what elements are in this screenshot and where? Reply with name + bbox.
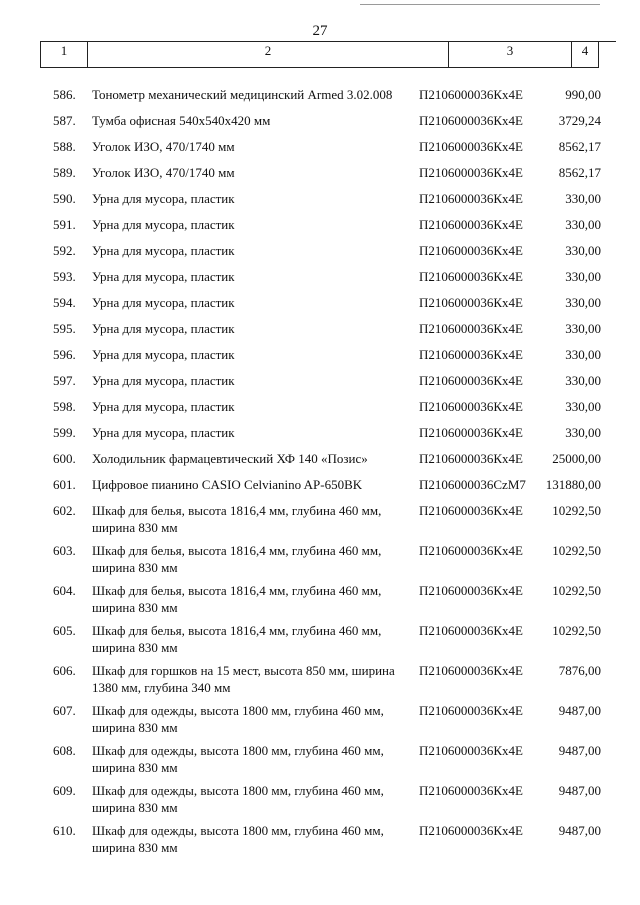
stray-rule xyxy=(580,41,616,42)
row-number: 607. xyxy=(53,703,76,718)
inventory-code: П2106000036Кх4Е xyxy=(419,139,523,154)
row-number: 599. xyxy=(53,425,76,440)
inventory-code: П2106000036Кх4Е xyxy=(419,399,523,414)
row-number: 608. xyxy=(53,743,76,758)
inventory-code: П2106000036Кх4Е xyxy=(419,113,523,128)
inventory-code: П2106000036Кх4Е xyxy=(419,373,523,388)
item-price: 8562,17 xyxy=(558,139,601,154)
header-col-2: 2 xyxy=(88,42,449,67)
item-price: 9487,00 xyxy=(558,823,601,838)
row-number: 587. xyxy=(53,113,76,128)
item-price: 330,00 xyxy=(565,295,601,310)
row-number: 596. xyxy=(53,347,76,362)
item-price: 990,00 xyxy=(565,87,601,102)
item-price: 25000,00 xyxy=(552,451,601,466)
item-price: 330,00 xyxy=(565,373,601,388)
row-number: 603. xyxy=(53,543,76,558)
item-name: Урна для мусора, пластик xyxy=(92,295,235,310)
item-price: 10292,50 xyxy=(552,623,601,638)
item-price: 10292,50 xyxy=(552,503,601,518)
item-name: Урна для мусора, пластик xyxy=(92,243,235,258)
row-number: 591. xyxy=(53,217,76,232)
inventory-code: П2106000036СzМ7 xyxy=(419,477,526,492)
header-col-4: 4 xyxy=(581,43,589,58)
inventory-code: П2106000036Кх4Е xyxy=(419,623,523,638)
item-name: Шкаф для одежды, высота 1800 мм, глубина 460 мм, ширина 830 мм xyxy=(92,823,384,855)
item-price: 330,00 xyxy=(565,425,601,440)
item-name: Урна для мусора, пластик xyxy=(92,373,235,388)
inventory-code: П2106000036Кх4Е xyxy=(419,543,523,558)
row-number: 589. xyxy=(53,165,76,180)
row-number: 609. xyxy=(53,783,76,798)
item-name: Урна для мусора, пластик xyxy=(92,399,235,414)
item-name: Урна для мусора, пластик xyxy=(92,191,235,206)
item-name: Шкаф для белья, высота 1816,4 мм, глубина 460 мм, ширина 830 мм xyxy=(92,503,382,535)
item-price: 9487,00 xyxy=(558,703,601,718)
inventory-code: П2106000036Кх4Е xyxy=(419,243,523,258)
row-number: 610. xyxy=(53,823,76,838)
item-price: 8562,17 xyxy=(558,165,601,180)
item-price: 131880,00 xyxy=(545,477,601,492)
item-name: Уголок ИЗО, 470/1740 мм xyxy=(92,165,235,180)
item-name: Шкаф для белья, высота 1816,4 мм, глубина 460 мм, ширина 830 мм xyxy=(92,623,382,655)
inventory-code: П2106000036Кх4Е xyxy=(419,191,523,206)
item-price: 330,00 xyxy=(565,321,601,336)
inventory-code: П2106000036Кх4Е xyxy=(419,823,523,838)
item-name: Урна для мусора, пластик xyxy=(92,269,235,284)
item-price: 330,00 xyxy=(565,243,601,258)
item-price: 10292,50 xyxy=(552,583,601,598)
inventory-code: П2106000036Кх4Е xyxy=(419,451,523,466)
item-name: Урна для мусора, пластик xyxy=(92,347,235,362)
item-name: Тумба офисная 540х540х420 мм xyxy=(92,113,271,128)
header-col-1: 1 xyxy=(41,42,88,67)
item-name: Шкаф для одежды, высота 1800 мм, глубина 460 мм, ширина 830 мм xyxy=(92,783,384,815)
item-price: 330,00 xyxy=(565,399,601,414)
inventory-code: П2106000036Кх4Е xyxy=(419,269,523,284)
item-price: 330,00 xyxy=(565,269,601,284)
row-number: 602. xyxy=(53,503,76,518)
item-price: 10292,50 xyxy=(552,543,601,558)
inventory-code: П2106000036Кх4Е xyxy=(419,663,523,678)
item-name: Шкаф для белья, высота 1816,4 мм, глубина 460 мм, ширина 830 мм xyxy=(92,543,382,575)
row-number: 601. xyxy=(53,477,76,492)
inventory-code: П2106000036Кх4Е xyxy=(419,503,523,518)
item-name: Урна для мусора, пластик xyxy=(92,217,235,232)
item-price: 330,00 xyxy=(565,347,601,362)
inventory-code: П2106000036Кх4Е xyxy=(419,425,523,440)
inventory-code: П2106000036Кх4Е xyxy=(419,87,523,102)
inventory-code: П2106000036Кх4Е xyxy=(419,165,523,180)
item-price: 7876,00 xyxy=(558,663,601,678)
row-number: 590. xyxy=(53,191,76,206)
inventory-code: П2106000036Кх4Е xyxy=(419,583,523,598)
item-price: 330,00 xyxy=(565,217,601,232)
row-number: 594. xyxy=(53,295,76,310)
row-number: 604. xyxy=(53,583,76,598)
top-rule xyxy=(360,4,600,5)
inventory-code: П2106000036Кх4Е xyxy=(419,703,523,718)
item-name: Уголок ИЗО, 470/1740 мм xyxy=(92,139,235,154)
item-name: Урна для мусора, пластик xyxy=(92,425,235,440)
row-number: 600. xyxy=(53,451,76,466)
inventory-code: П2106000036Кх4Е xyxy=(419,217,523,232)
row-number: 592. xyxy=(53,243,76,258)
row-number: 588. xyxy=(53,139,76,154)
row-number: 598. xyxy=(53,399,76,414)
item-name: Шкаф для одежды, высота 1800 мм, глубина 460 мм, ширина 830 мм xyxy=(92,743,384,775)
inventory-code: П2106000036Кх4Е xyxy=(419,783,523,798)
row-number: 586. xyxy=(53,87,76,102)
item-price: 330,00 xyxy=(565,191,601,206)
item-name: Шкаф для белья, высота 1816,4 мм, глубина 460 мм, ширина 830 мм xyxy=(92,583,382,615)
row-number: 605. xyxy=(53,623,76,638)
item-name: Холодильник фармацевтический ХФ 140 «Позис» xyxy=(92,451,368,466)
row-number: 595. xyxy=(53,321,76,336)
inventory-code: П2106000036Кх4Е xyxy=(419,295,523,310)
item-price: 3729,24 xyxy=(558,113,601,128)
item-name: Урна для мусора, пластик xyxy=(92,321,235,336)
item-price: 9487,00 xyxy=(558,783,601,798)
inventory-code: П2106000036Кх4Е xyxy=(419,321,523,336)
item-name: Шкаф для горшков на 15 мест, высота 850 мм, ширина 1380 мм, глубина 340 мм xyxy=(92,663,395,695)
inventory-code: П2106000036Кх4Е xyxy=(419,347,523,362)
item-name: Тонометр механический медицинский Armed 3.02.008 xyxy=(92,87,393,102)
inventory-code: П2106000036Кх4Е xyxy=(419,743,523,758)
page-number: 27 xyxy=(312,23,328,39)
row-number: 606. xyxy=(53,663,76,678)
header-col-3: 3 xyxy=(449,42,572,67)
row-number: 593. xyxy=(53,269,76,284)
item-name: Цифровое пианино CASIO Celvianino AP-650BK xyxy=(92,477,363,492)
row-number: 597. xyxy=(53,373,76,388)
item-price: 9487,00 xyxy=(558,743,601,758)
item-name: Шкаф для одежды, высота 1800 мм, глубина 460 мм, ширина 830 мм xyxy=(92,703,384,735)
table-header xyxy=(40,41,599,68)
